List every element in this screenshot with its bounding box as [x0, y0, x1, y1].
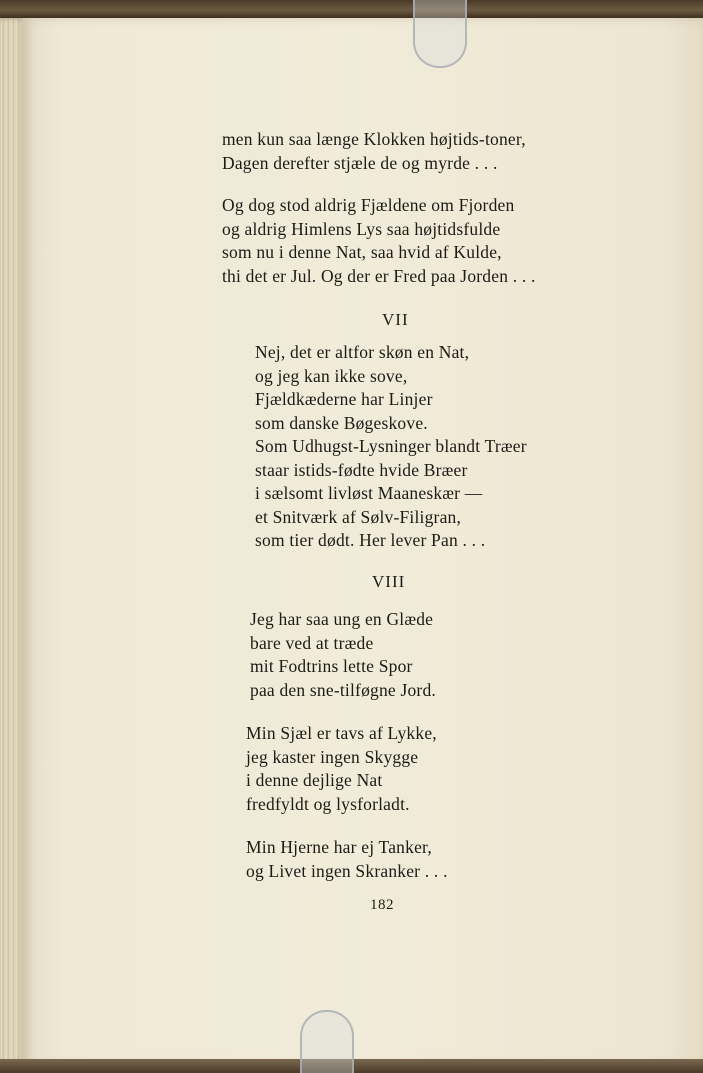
- text-line: mit Fodtrins lette Spor: [250, 656, 413, 676]
- text-line: fredfyldt og lysforladt.: [246, 793, 410, 814]
- stanza-viii-3: [246, 836, 448, 883]
- text-line: i denne dejlige Nat: [246, 770, 383, 790]
- stanza-viii-1: [250, 608, 436, 702]
- text-line: som tier dødt. Her lever Pan . . .: [255, 530, 486, 550]
- page-clip-top: [413, 0, 467, 68]
- text-line: men kun saa længe Klokken højtids-toner,: [222, 129, 526, 149]
- text-line: Min Sjæl er tavs af Lykke,: [246, 723, 437, 743]
- text-line: Dagen derefter stjæle de og myrde . . .: [222, 152, 498, 173]
- text-line: staar istids-fødte hvide Bræer: [255, 459, 468, 480]
- text-line: i sælsomt livløst Maaneskær —: [255, 483, 483, 503]
- text-line: Jeg har saa ung en Glæde: [250, 609, 434, 629]
- text-line: Min Hjerne har ej Tanker,: [246, 837, 432, 857]
- text-line: Som Udhugst-Lysninger blandt Træer: [255, 436, 527, 456]
- text-line: og Livet ingen Skranker . . .: [246, 860, 448, 881]
- text-line: paa den sne-tilføgne Jord.: [250, 679, 436, 700]
- text-line: Nej, det er altfor skøn en Nat,: [255, 342, 470, 362]
- section-heading-viii: VIII: [372, 572, 406, 591]
- text-line: et Snitværk af Sølv-Filigran,: [255, 506, 462, 527]
- text-line: Fjældkæderne har Linjer: [255, 389, 433, 409]
- text-line: og jeg kan ikke sove,: [255, 365, 408, 386]
- section-heading-vii: VII: [382, 310, 409, 329]
- page-number: 182: [370, 897, 394, 913]
- text-line: jeg kaster ingen Skygge: [246, 746, 419, 767]
- stanza-viii-2: [246, 722, 437, 816]
- page-clip-bottom: [300, 1010, 354, 1073]
- stanza-vii: [255, 341, 527, 553]
- text-line: og aldrig Himlens Lys saa højtidsfulde: [222, 218, 501, 239]
- stanza-fred: [222, 194, 536, 288]
- text-line: thi det er Jul. Og der er Fred paa Jorden . . .: [222, 265, 536, 286]
- stanza-intro: [222, 128, 526, 175]
- text-line: Og dog stod aldrig Fjældene om Fjorden: [222, 195, 515, 215]
- text-line: bare ved at træde: [250, 632, 374, 653]
- text-line: som danske Bøgeskove.: [255, 412, 428, 433]
- text-line: som nu i denne Nat, saa hvid af Kulde,: [222, 242, 502, 262]
